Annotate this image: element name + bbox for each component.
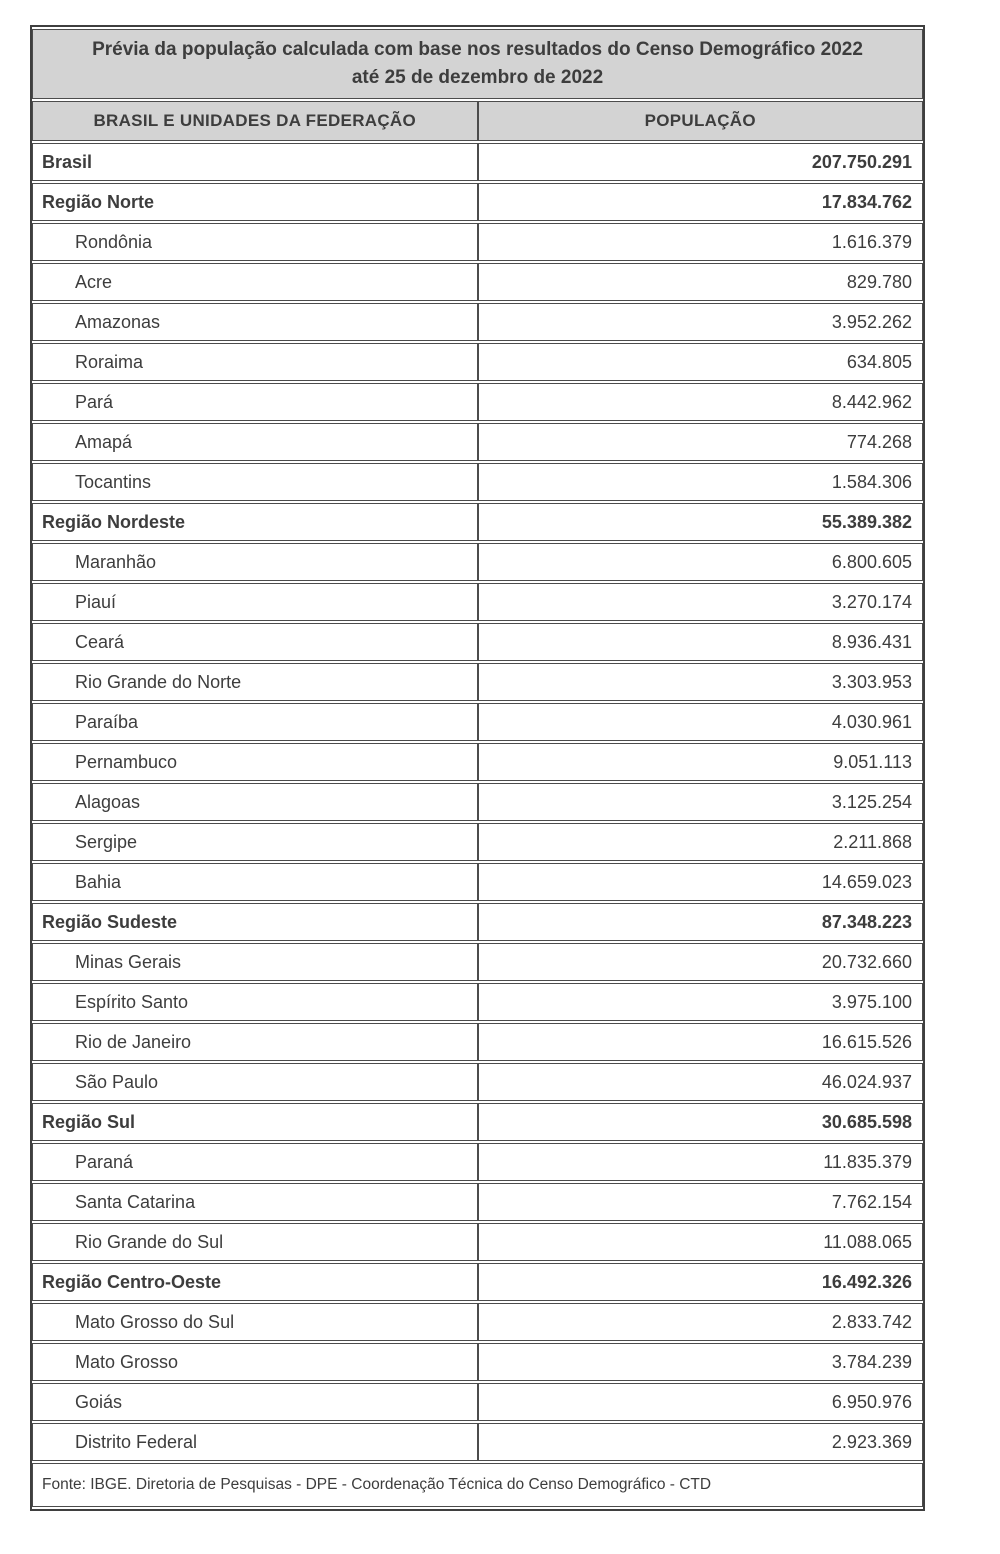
table-row xyxy=(32,1183,923,1221)
row-label: Ceará xyxy=(32,623,478,661)
row-label: Piauí xyxy=(32,583,478,621)
row-label: Rondônia xyxy=(32,223,478,261)
row-population-value: 3.125.254 xyxy=(478,783,924,821)
row-population-value: 3.303.953 xyxy=(478,663,924,701)
row-population-value: 87.348.223 xyxy=(478,903,924,941)
table-row xyxy=(32,1143,923,1181)
table-title-line1: Prévia da população calculada com base nos resultados do Censo Demográfico 2022 xyxy=(92,39,863,60)
row-population-value: 1.616.379 xyxy=(478,223,924,261)
table-row xyxy=(32,423,923,461)
table-row xyxy=(32,183,923,221)
row-label: Rio Grande do Norte xyxy=(32,663,478,701)
table-source-note: Fonte: IBGE. Diretoria de Pesquisas - DPE - Coordenação Técnica do Censo Demográfico - CTD xyxy=(32,1463,923,1507)
row-population-value: 3.784.239 xyxy=(478,1343,924,1381)
row-population-value: 3.952.262 xyxy=(478,303,924,341)
row-population-value: 2.923.369 xyxy=(478,1423,924,1461)
row-label: Região Nordeste xyxy=(32,503,478,541)
row-population-value: 1.584.306 xyxy=(478,463,924,501)
table-row xyxy=(32,343,923,381)
table-row xyxy=(32,903,923,941)
table-row xyxy=(32,1423,923,1461)
row-label: Roraima xyxy=(32,343,478,381)
row-population-value: 207.750.291 xyxy=(478,143,924,181)
row-population-value: 9.051.113 xyxy=(478,743,924,781)
table-row xyxy=(32,1103,923,1141)
table-row xyxy=(32,663,923,701)
row-label: Paraíba xyxy=(32,703,478,741)
row-label: Região Sudeste xyxy=(32,903,478,941)
row-label: Pará xyxy=(32,383,478,421)
table-row xyxy=(32,1063,923,1101)
population-table xyxy=(30,25,925,1511)
row-population-value: 829.780 xyxy=(478,263,924,301)
table-row xyxy=(32,463,923,501)
row-population-value: 46.024.937 xyxy=(478,1063,924,1101)
row-population-value: 16.492.326 xyxy=(478,1263,924,1301)
row-label: Bahia xyxy=(32,863,478,901)
table-row xyxy=(32,263,923,301)
row-label: Brasil xyxy=(32,143,478,181)
table-row xyxy=(32,143,923,181)
row-population-value: 11.835.379 xyxy=(478,1143,924,1181)
row-population-value: 634.805 xyxy=(478,343,924,381)
table-row xyxy=(32,303,923,341)
table-row xyxy=(32,543,923,581)
row-population-value: 16.615.526 xyxy=(478,1023,924,1061)
row-label: Sergipe xyxy=(32,823,478,861)
row-label: Amazonas xyxy=(32,303,478,341)
row-population-value: 6.950.976 xyxy=(478,1383,924,1421)
table-row xyxy=(32,223,923,261)
table-row xyxy=(32,823,923,861)
table-row xyxy=(32,623,923,661)
row-population-value: 7.762.154 xyxy=(478,1183,924,1221)
table-row xyxy=(32,1383,923,1421)
table-row xyxy=(32,983,923,1021)
table-row xyxy=(32,1023,923,1061)
table-row xyxy=(32,1303,923,1341)
row-population-value: 8.442.962 xyxy=(478,383,924,421)
row-label: Goiás xyxy=(32,1383,478,1421)
row-label: Minas Gerais xyxy=(32,943,478,981)
row-label: Região Centro-Oeste xyxy=(32,1263,478,1301)
row-population-value: 8.936.431 xyxy=(478,623,924,661)
row-population-value: 14.659.023 xyxy=(478,863,924,901)
row-label: Pernambuco xyxy=(32,743,478,781)
row-label: Região Norte xyxy=(32,183,478,221)
table-body xyxy=(32,143,923,1461)
table-row xyxy=(32,383,923,421)
table-row xyxy=(32,943,923,981)
row-population-value: 30.685.598 xyxy=(478,1103,924,1141)
table-row xyxy=(32,863,923,901)
row-label: Rio de Janeiro xyxy=(32,1023,478,1061)
row-population-value: 3.270.174 xyxy=(478,583,924,621)
row-label: Alagoas xyxy=(32,783,478,821)
title-row xyxy=(32,29,923,99)
row-population-value: 20.732.660 xyxy=(478,943,924,981)
row-label: Mato Grosso do Sul xyxy=(32,1303,478,1341)
row-label: São Paulo xyxy=(32,1063,478,1101)
row-label: Paraná xyxy=(32,1143,478,1181)
table-title-line2: até 25 de dezembro de 2022 xyxy=(351,67,604,88)
row-population-value: 4.030.961 xyxy=(478,703,924,741)
row-population-value: 55.389.382 xyxy=(478,503,924,541)
row-label: Região Sul xyxy=(32,1103,478,1141)
row-label: Maranhão xyxy=(32,543,478,581)
table-row xyxy=(32,783,923,821)
table-row xyxy=(32,1343,923,1381)
row-population-value: 774.268 xyxy=(478,423,924,461)
row-label: Acre xyxy=(32,263,478,301)
table-row xyxy=(32,1263,923,1301)
row-label: Distrito Federal xyxy=(32,1423,478,1461)
row-population-value: 17.834.762 xyxy=(478,183,924,221)
table-row xyxy=(32,503,923,541)
row-label: Santa Catarina xyxy=(32,1183,478,1221)
row-label: Amapá xyxy=(32,423,478,461)
source-row xyxy=(32,1463,923,1507)
column-header-population: POPULAÇÃO xyxy=(478,101,924,141)
row-population-value: 2.211.868 xyxy=(478,823,924,861)
column-header-federation-units: BRASIL E UNIDADES DA FEDERAÇÃO xyxy=(32,101,478,141)
table-row xyxy=(32,743,923,781)
column-header-row xyxy=(32,101,923,141)
row-label: Rio Grande do Sul xyxy=(32,1223,478,1261)
row-label: Tocantins xyxy=(32,463,478,501)
row-population-value: 6.800.605 xyxy=(478,543,924,581)
table-title xyxy=(32,29,923,99)
table-row xyxy=(32,1223,923,1261)
row-population-value: 3.975.100 xyxy=(478,983,924,1021)
table-row xyxy=(32,583,923,621)
row-population-value: 11.088.065 xyxy=(478,1223,924,1261)
table-row xyxy=(32,703,923,741)
row-label: Espírito Santo xyxy=(32,983,478,1021)
row-label: Mato Grosso xyxy=(32,1343,478,1381)
row-population-value: 2.833.742 xyxy=(478,1303,924,1341)
